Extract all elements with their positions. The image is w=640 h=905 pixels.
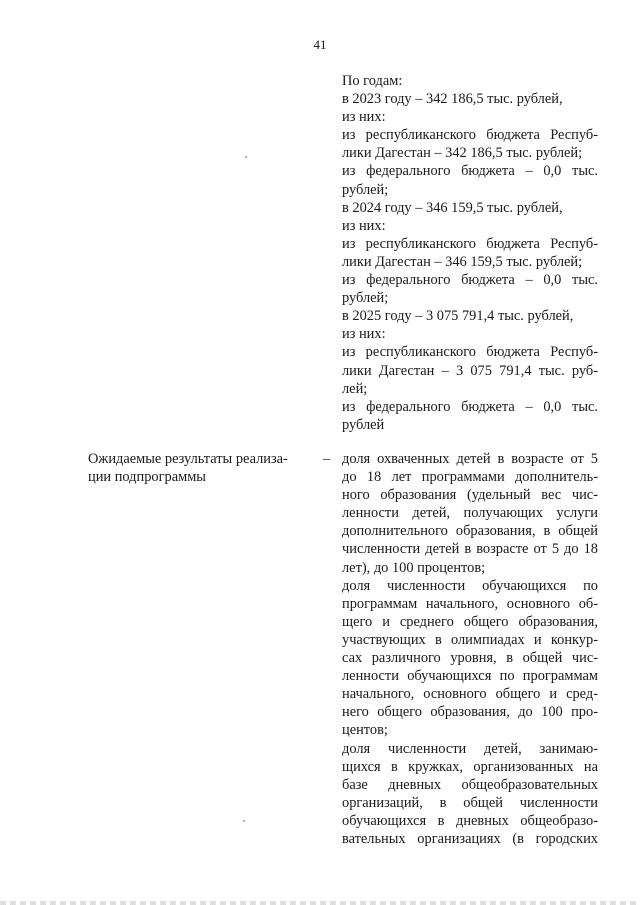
dash-separator: –: [323, 451, 331, 467]
text-line: лики Дагестан – 3 075 791,4 тыс. руб-: [342, 362, 598, 379]
text-line: лей;: [342, 380, 368, 397]
text-line: центов;: [342, 722, 388, 739]
text-line: доля охваченных детей в возрасте от 5: [342, 451, 598, 467]
text-line: доля численности детей, занимаю-: [342, 740, 598, 757]
text-line: ленности обучающихся по программам: [342, 668, 598, 685]
text-line: организаций, в общей численности: [342, 794, 598, 811]
text-line: него общего образования, до 100 про-: [342, 704, 598, 721]
scan-edge: [0, 901, 640, 905]
text-line: участвующих в олимпиадах и конкур-: [342, 631, 598, 648]
text-line: лет), до 100 процентов;: [342, 559, 486, 576]
text-line: численности детей в возрасте от 5 до 18: [342, 541, 598, 558]
text-line: в 2025 году – 3 075 791,4 тыс. рублей,: [342, 308, 574, 325]
text-line: из федерального бюджета – 0,0 тыс.: [342, 163, 598, 180]
text-line: рублей: [342, 416, 385, 433]
text-line: базе дневных общеобразовательных: [342, 776, 598, 793]
text-line: начального, основного общего и сред-: [342, 686, 598, 703]
text-line: из республиканского бюджета Респуб-: [342, 127, 598, 144]
text-line: из них:: [342, 326, 386, 343]
text-line: программам начального, основного об-: [342, 595, 598, 612]
text-line: лики Дагестан – 342 186,5 тыс. рублей;: [342, 145, 583, 162]
label-line: Ожидаемые результаты реализа-: [88, 451, 288, 467]
funding-text-block: [342, 72, 598, 434]
text-line: в 2023 году – 342 186,5 тыс. рублей,: [342, 91, 563, 108]
label-line: ции подпрограммы: [88, 469, 206, 486]
text-line: дополнительного образования, в общей: [342, 523, 598, 540]
scan-speck: [243, 820, 245, 822]
text-line: из них:: [342, 109, 386, 126]
text-line: По годам:: [342, 73, 403, 89]
text-line: из республиканского бюджета Респуб-: [342, 235, 598, 252]
text-line: доля численности обучающихся по: [342, 577, 598, 594]
results-label: [88, 450, 303, 486]
scan-speck: [245, 156, 247, 158]
text-line: из них:: [342, 217, 386, 234]
results-text-block: [342, 450, 598, 848]
text-line: лики Дагестан – 346 159,5 тыс. рублей;: [342, 253, 583, 270]
text-line: из федерального бюджета – 0,0 тыс.: [342, 272, 598, 289]
text-line: обучающихся в дневных общеобразо-: [342, 812, 598, 829]
text-line: в 2024 году – 346 159,5 тыс. рублей,: [342, 199, 563, 216]
text-line: вательных организациях (в городских: [342, 830, 598, 847]
text-line: ленности детей, получающих услуги: [342, 505, 598, 522]
text-line: щего и среднего общего образования,: [342, 613, 598, 630]
text-line: ного образования (удельный вес чис-: [342, 487, 598, 504]
text-line: из республиканского бюджета Респуб-: [342, 344, 598, 361]
text-line: рублей;: [342, 181, 389, 198]
text-line: рублей;: [342, 290, 389, 307]
text-line: сах различного уровня, в общей чис-: [342, 650, 598, 667]
text-line: до 18 лет программами дополнитель-: [342, 469, 598, 486]
text-line: из федерального бюджета – 0,0 тыс.: [342, 398, 598, 415]
text-line: щихся в кружках, организованных на: [342, 758, 598, 775]
page-number: 41: [313, 37, 327, 52]
